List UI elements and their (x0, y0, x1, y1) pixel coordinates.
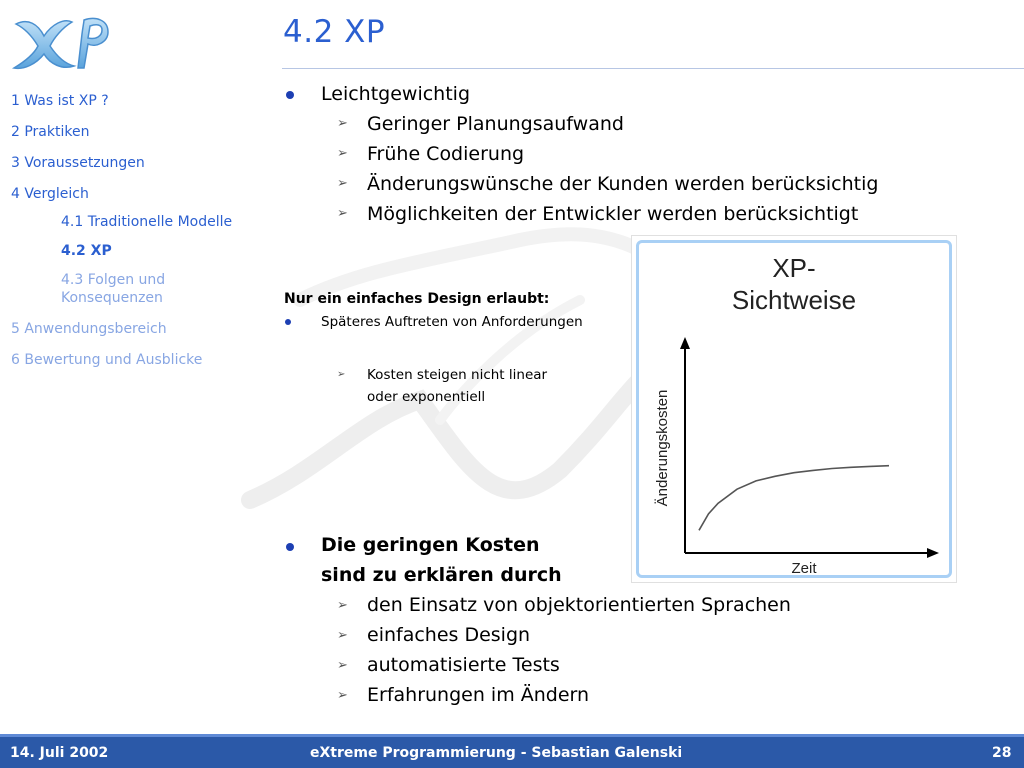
arrow-bullet-icon: ➢ (337, 658, 348, 673)
nav-item-bewertung-und-ausblicke[interactable]: 6 Bewertung und Ausblicke (11, 352, 203, 368)
y-axis-label: Änderungskosten (654, 389, 671, 507)
nav-item-vergleich[interactable]: 4 Vergleich (11, 186, 89, 202)
xp-sichtweise-figure (631, 235, 957, 583)
bullet-dot (286, 543, 294, 551)
arrow-bullet-icon: ➢ (337, 369, 346, 380)
footer-date: 14. Juli 2002 (10, 745, 109, 761)
nav-item-traditionelle-modelle[interactable]: 4.1 Traditionelle Modelle (61, 214, 233, 230)
bullet-geringe-kosten-line2: sind zu erklären durch (321, 564, 562, 586)
sub-bullet-item: Erfahrungen im Ändern (367, 684, 590, 706)
bullet-geringe-kosten-line1: Die geringen Kosten (321, 534, 540, 556)
arrow-bullet-icon: ➢ (337, 206, 348, 221)
nav-item-anwendungsbereich[interactable]: 5 Anwendungsbereich (11, 321, 167, 337)
arrow-bullet-icon: ➢ (337, 176, 348, 191)
cost-chart (639, 243, 949, 575)
arrow-bullet-icon: ➢ (337, 598, 348, 613)
x-axis-label: Zeit (791, 560, 817, 575)
sub-bullet-kosten-line1: Kosten steigen nicht linear (367, 367, 548, 383)
sub-bullet-item: Änderungswünsche der Kunden werden berücksichtig (367, 173, 879, 195)
sub-bullet-kosten-line2: oder exponentiell (367, 389, 486, 405)
bullet-dot (286, 91, 294, 99)
cost-series-line (699, 466, 889, 531)
chart-title-line2: Sichtweise (731, 285, 857, 315)
nav-item-praktiken[interactable]: 2 Praktiken (11, 124, 90, 140)
title-divider (282, 68, 1024, 69)
bullet-leichtgewichtig: Leichtgewichtig (321, 83, 471, 105)
figure-frame (636, 240, 952, 578)
sub-bullet-item: einfaches Design (367, 624, 531, 646)
footer-page-number: 28 (992, 745, 1012, 761)
nav-item-xp-active[interactable]: 4.2 XP (61, 243, 112, 259)
sub-bullet-item: Möglichkeiten der Entwickler werden berücksichtigt (367, 203, 859, 225)
footer-presentation-title: eXtreme Programmierung - Sebastian Galenski (310, 745, 683, 761)
arrow-bullet-icon: ➢ (337, 116, 348, 131)
slide-title: 4.2 XP (283, 14, 386, 50)
section-heading-design: Nur ein einfaches Design erlaubt: (284, 291, 550, 307)
y-axis-arrowhead (680, 337, 690, 349)
nav-item-voraussetzungen[interactable]: 3 Voraussetzungen (11, 155, 145, 171)
chart-title-line1: XP- (772, 253, 816, 283)
arrow-bullet-icon: ➢ (337, 688, 348, 703)
footer-bar (0, 734, 1024, 768)
bullet-dot (285, 319, 291, 325)
arrow-bullet-icon: ➢ (337, 146, 348, 161)
sub-bullet-item: Geringer Planungsaufwand (367, 113, 624, 135)
bullet-spaeteres-auftreten: Späteres Auftreten von Anforderungen (321, 314, 583, 330)
sub-bullet-item: Frühe Codierung (367, 143, 525, 165)
sub-bullet-item: den Einsatz von objektorientierten Sprachen (367, 594, 791, 616)
nav-item-was-ist-xp[interactable]: 1 Was ist XP ? (11, 93, 109, 109)
x-axis-arrowhead (927, 548, 939, 558)
arrow-bullet-icon: ➢ (337, 628, 348, 643)
xp-logo (8, 10, 118, 74)
sub-bullet-item: automatisierte Tests (367, 654, 560, 676)
nav-item-folgen-und-konsequenzen[interactable]: 4.3 Folgen und Konsequenzen (61, 272, 166, 306)
